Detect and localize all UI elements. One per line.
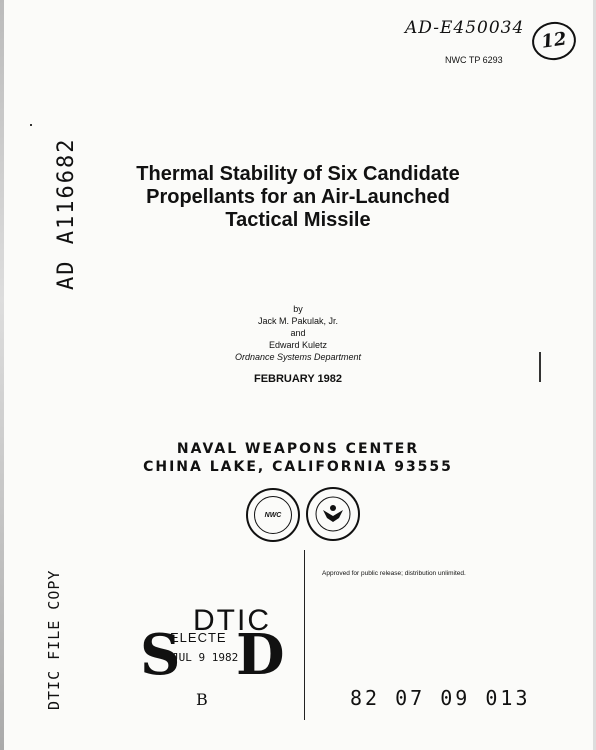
circled-number: 12: [530, 19, 579, 63]
scan-speck: [30, 124, 32, 126]
dtic-stamp-b: B: [196, 690, 208, 709]
report-number: NWC TP 6293: [445, 55, 503, 65]
stamp-number: 82 07 09 013: [350, 686, 531, 710]
title-line-3: Tactical Missile: [225, 209, 371, 231]
author-1: Jack M. Pakulak, Jr.: [257, 316, 339, 326]
eagle-icon: [315, 496, 351, 532]
handwritten-accession: AD-E450034: [405, 18, 525, 38]
nwc-seal-label: NWC: [254, 496, 292, 534]
department: Ordnance Systems Department: [234, 352, 362, 362]
byline-and: and: [290, 328, 306, 338]
ad-number: AD A116682: [54, 137, 79, 290]
margin-bracket: [539, 352, 541, 382]
organization-name: NAVAL WEAPONS CENTER: [176, 441, 420, 457]
title-line-1: Thermal Stability of Six Candidate: [136, 163, 460, 185]
publication-date: FEBRUARY 1982: [253, 373, 343, 385]
author-2: Edward Kuletz: [268, 340, 328, 350]
distribution-statement: Approved for public release; distribution unlimited.: [322, 570, 466, 577]
dtic-stamp-date: JUL 9 1982: [172, 651, 239, 664]
file-copy-label: DTIC FILE COPY: [45, 569, 63, 710]
dtic-stamp-d: D: [236, 622, 285, 688]
nwc-seal-icon: [246, 488, 300, 542]
dtic-stamp-elected: ELECTE: [170, 630, 227, 645]
navy-seal-icon: [306, 487, 360, 541]
dtic-stamp-s: S: [140, 622, 181, 688]
vertical-rule: [304, 550, 305, 720]
organization-location: CHINA LAKE, CALIFORNIA 93555: [143, 459, 453, 475]
title-line-2: Propellants for an Air-Launched: [146, 186, 450, 208]
dtic-stamp-word: DTIC: [193, 604, 271, 637]
byline-by: by: [293, 304, 303, 314]
